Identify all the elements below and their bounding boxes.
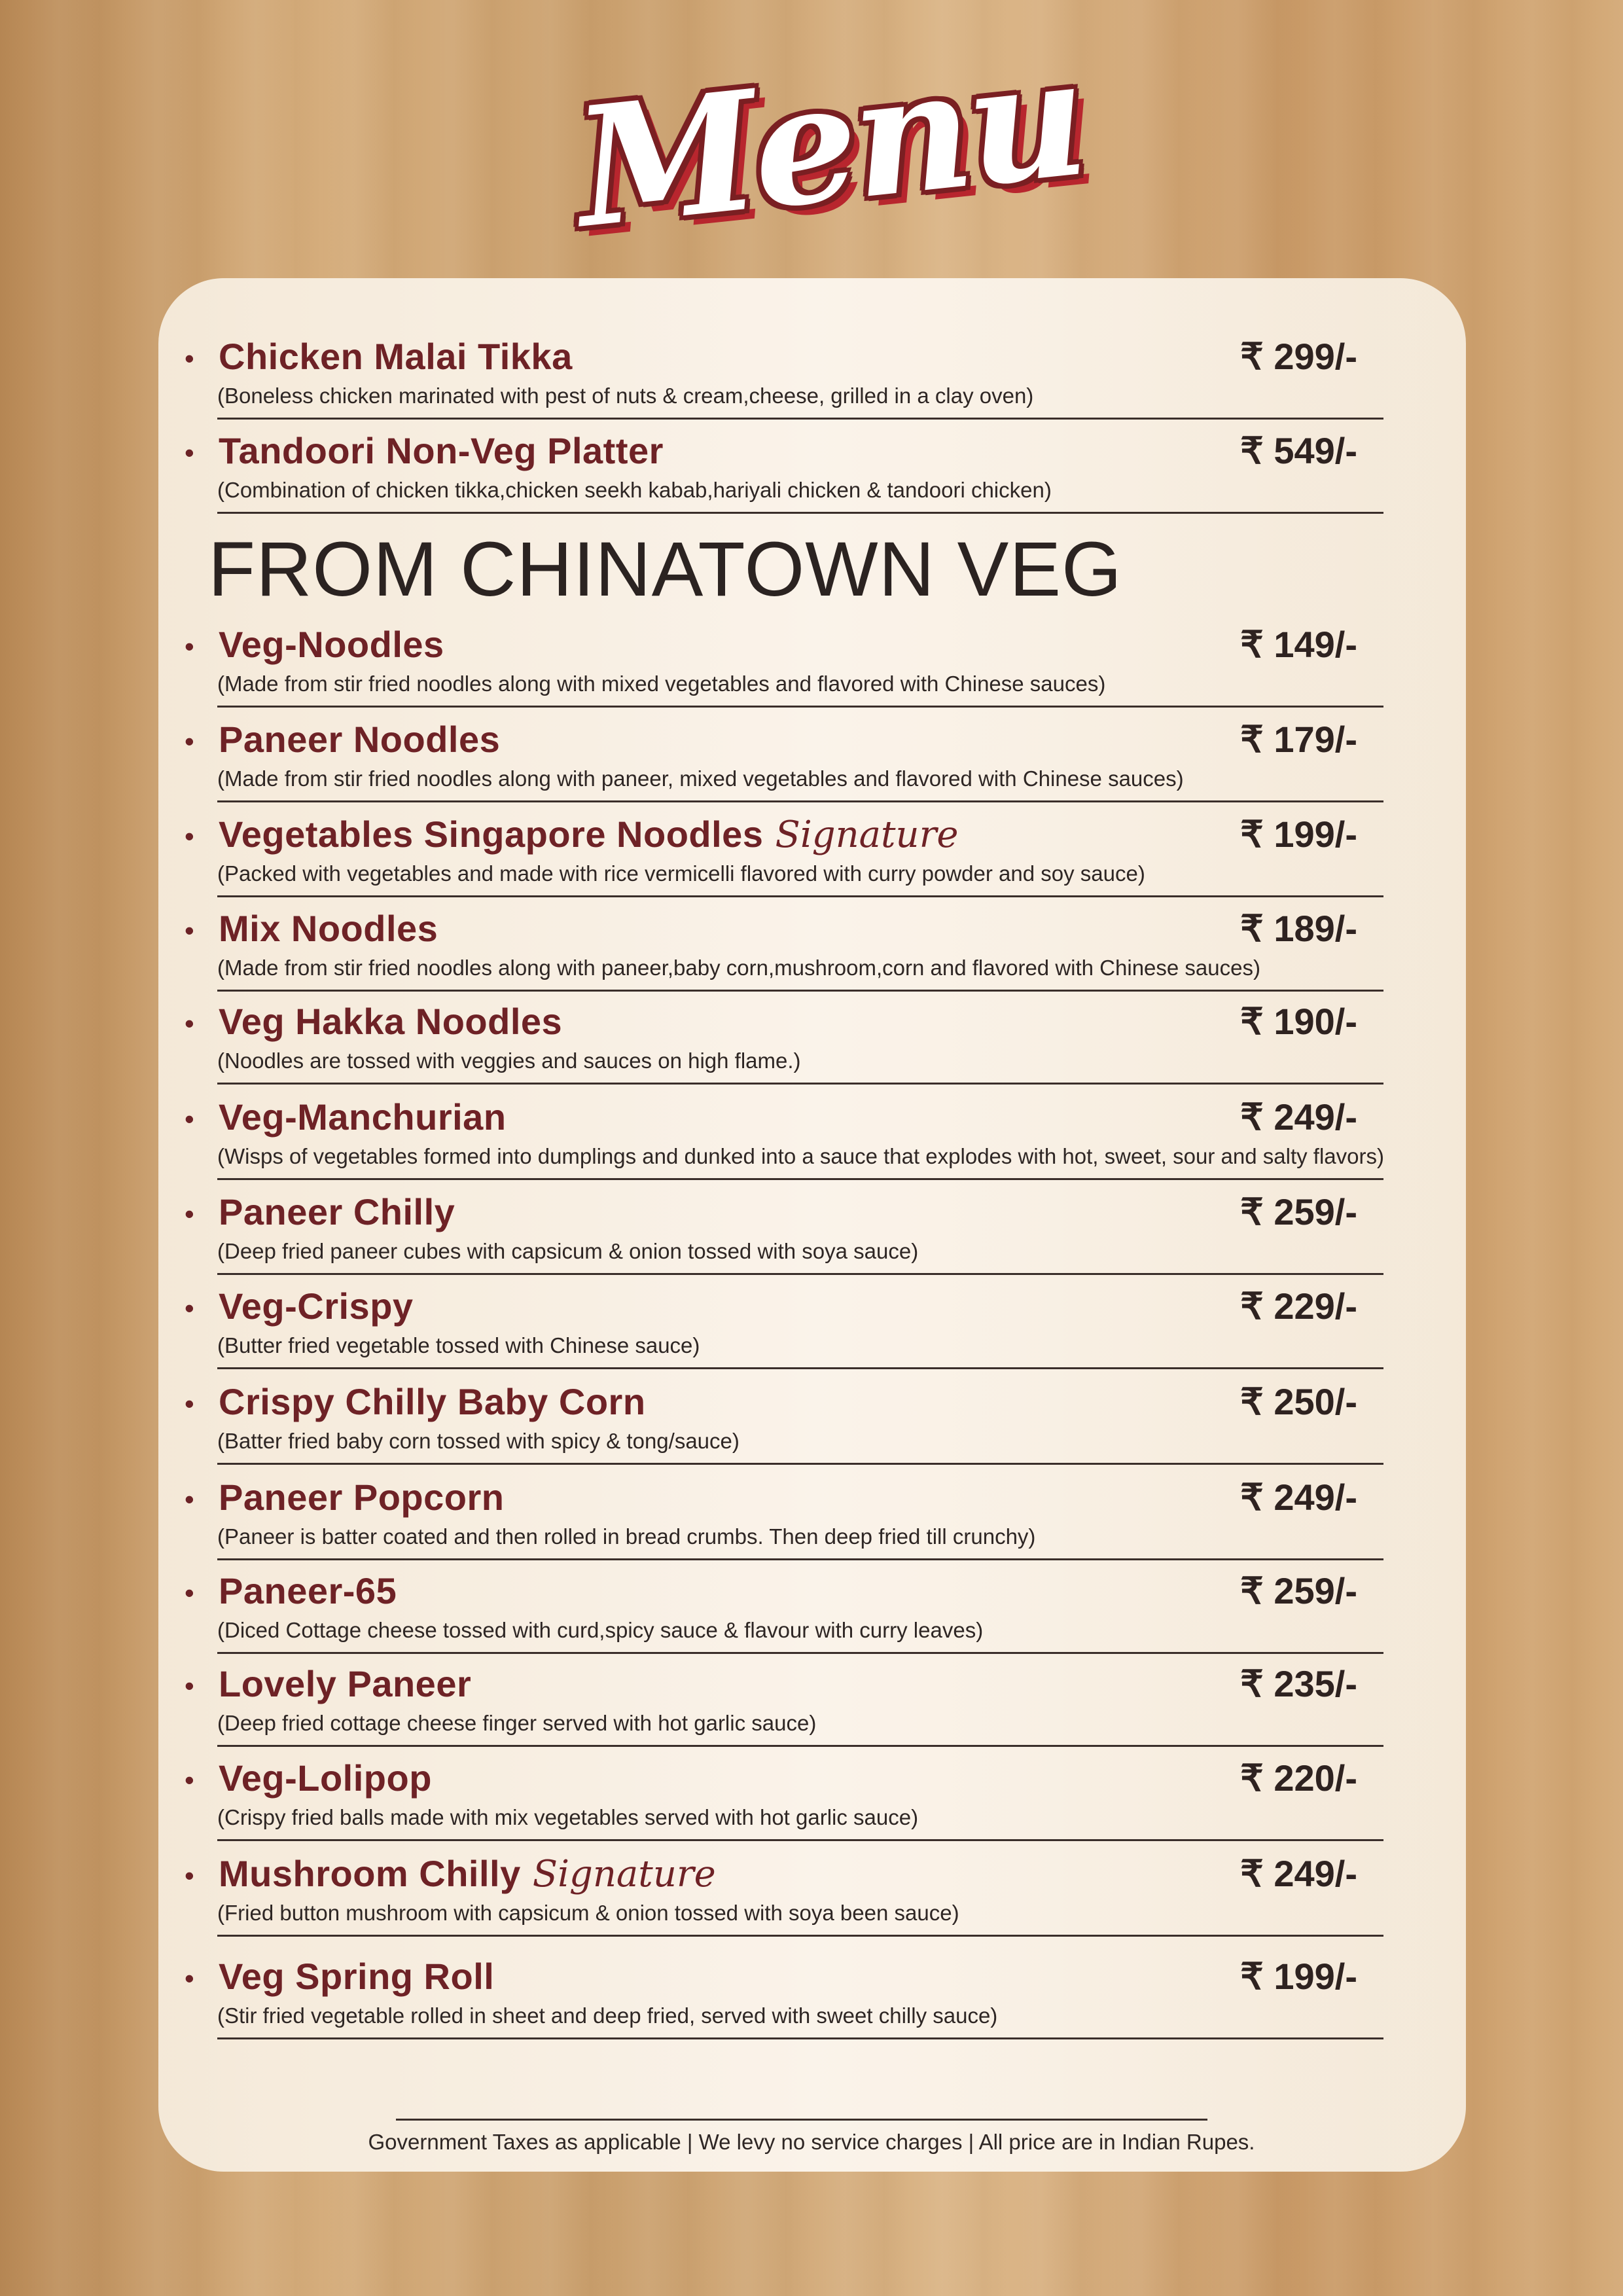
item-description: (Paneer is batter coated and then rolled in bread crumbs. Then deep fried till crunchy)	[217, 1524, 1036, 1549]
bullet: •	[185, 915, 194, 946]
footer-note: Government Taxes as applicable | We levy no service charges | All price are in Indian Rupes.	[368, 2130, 1255, 2154]
bullet: •	[185, 343, 194, 374]
signature-tag: Signature	[532, 1853, 716, 1895]
divider	[217, 895, 1383, 897]
divider	[217, 990, 1383, 992]
menu-item	[185, 425, 1383, 503]
menu-item	[185, 1471, 1383, 1550]
divider	[217, 512, 1383, 514]
bullet: •	[185, 1577, 194, 1608]
section-title: FROM CHINATOWN VEG	[208, 526, 1122, 613]
item-name: Veg-Manchurian	[219, 1096, 507, 1138]
item-description: (Diced Cottage cheese tossed with curd,spicy sauce & flavour with curry leaves)	[217, 1618, 984, 1642]
menu-item	[185, 1752, 1383, 1831]
menu-item	[185, 1186, 1383, 1265]
bullet: •	[185, 1293, 194, 1323]
bullet: •	[185, 726, 194, 757]
menu-item	[185, 1950, 1383, 2029]
item-price: ₹ 179/-	[1240, 719, 1357, 760]
divider	[217, 2037, 1383, 2039]
item-description: (Noodles are tossed with veggies and sauces on high flame.)	[217, 1049, 801, 1073]
item-name-text: Vegetables Singapore Noodles	[219, 814, 764, 855]
item-name: Paneer-65	[219, 1570, 397, 1611]
bullet: •	[185, 1670, 194, 1701]
signature-tag: Signature	[775, 814, 959, 856]
bullet: •	[185, 1008, 194, 1039]
item-price: ₹ 249/-	[1240, 1096, 1357, 1138]
menu-item	[185, 996, 1383, 1074]
item-name: Veg Spring Roll	[219, 1956, 495, 1997]
divider	[217, 1463, 1383, 1465]
bullet: •	[185, 1484, 194, 1515]
menu-item	[185, 331, 1383, 409]
bullet: •	[185, 821, 194, 852]
divider	[217, 800, 1383, 802]
item-price: ₹ 149/-	[1240, 624, 1357, 665]
bullet: •	[185, 631, 194, 662]
item-description: (Packed with vegetables and made with rice vermicelli flavored with curry powder and soy sauce)	[217, 861, 1145, 886]
item-name: Paneer Noodles	[219, 719, 501, 760]
item-price: ₹ 250/-	[1240, 1381, 1357, 1422]
item-price: ₹ 299/-	[1240, 336, 1357, 377]
menu-item	[185, 1658, 1383, 1736]
item-name: Paneer Popcorn	[219, 1477, 505, 1518]
item-price: ₹ 189/-	[1240, 908, 1357, 949]
menu-item	[185, 1848, 1383, 1926]
item-description: (Stir fried vegetable rolled in sheet and deep fried, served with sweet chilly sauce)	[217, 2003, 998, 2028]
divider	[217, 1652, 1383, 1654]
item-price: ₹ 199/-	[1240, 814, 1357, 855]
item-price: ₹ 549/-	[1240, 430, 1357, 471]
menu-logo-text: Menu	[567, 20, 1092, 264]
item-name: Mix Noodles	[219, 908, 438, 949]
item-description: (Butter fried vegetable tossed with Chinese sauce)	[217, 1333, 700, 1357]
menu-item	[185, 1091, 1383, 1170]
item-name: Tandoori Non-Veg Platter	[219, 430, 664, 471]
item-price: ₹ 199/-	[1240, 1956, 1357, 1997]
item-description: (Made from stir fried noodles along with paneer, mixed vegetables and flavored with Chinese sauces)	[217, 766, 1184, 791]
menu-item	[185, 808, 1383, 887]
bullet: •	[185, 1388, 194, 1419]
divider	[217, 418, 1383, 420]
item-description: (Boneless chicken marinated with pest of nuts & cream,cheese, grilled in a clay oven)	[217, 384, 1034, 408]
divider	[217, 1745, 1383, 1747]
menu-item	[185, 619, 1383, 697]
item-name: Veg Hakka Noodles	[219, 1001, 563, 1042]
divider	[217, 1367, 1383, 1369]
item-name	[219, 1848, 716, 1901]
item-description: (Combination of chicken tikka,chicken seekh kabab,hariyali chicken & tandoori chicken)	[217, 478, 1052, 502]
divider	[217, 706, 1383, 708]
divider	[217, 1273, 1383, 1275]
footer-divider	[396, 2119, 1207, 2121]
item-price: ₹ 249/-	[1240, 1853, 1357, 1894]
bullet: •	[185, 1198, 194, 1229]
item-price: ₹ 229/-	[1240, 1285, 1357, 1327]
item-price: ₹ 235/-	[1240, 1663, 1357, 1704]
item-price: ₹ 249/-	[1240, 1477, 1357, 1518]
menu-item	[185, 1565, 1383, 1643]
item-description: (Deep fried cottage cheese finger served with hot garlic sauce)	[217, 1711, 817, 1735]
item-price: ₹ 220/-	[1240, 1757, 1357, 1799]
item-description: (Wisps of vegetables formed into dumplings and dunked into a sauce that explodes with hot, sweet, sour and salty flavors)	[217, 1144, 1384, 1168]
bullet: •	[185, 1963, 194, 1994]
item-price: ₹ 259/-	[1240, 1570, 1357, 1611]
item-name: Veg-Crispy	[219, 1285, 414, 1327]
item-name: Chicken Malai Tikka	[219, 336, 573, 377]
divider	[217, 1935, 1383, 1937]
item-name: Lovely Paneer	[219, 1663, 472, 1704]
divider	[217, 1083, 1383, 1085]
item-price: ₹ 190/-	[1240, 1001, 1357, 1042]
item-name	[219, 808, 959, 861]
item-description: (Fried button mushroom with capsicum & onion tossed with soya been sauce)	[217, 1901, 959, 1925]
item-description: (Batter fried baby corn tossed with spicy & tong/sauce)	[217, 1429, 740, 1453]
bullet: •	[185, 437, 194, 468]
item-name: Crispy Chilly Baby Corn	[219, 1381, 646, 1422]
item-price: ₹ 259/-	[1240, 1191, 1357, 1232]
menu-item	[185, 903, 1383, 981]
item-description: (Made from stir fried noodles along with mixed vegetables and flavored with Chinese sauces)	[217, 672, 1106, 696]
bullet: •	[185, 1103, 194, 1134]
menu-item	[185, 1376, 1383, 1454]
item-description: (Deep fried paneer cubes with capsicum & onion tossed with soya sauce)	[217, 1239, 919, 1263]
divider	[217, 1178, 1383, 1180]
item-name-text: Mushroom Chilly	[219, 1853, 521, 1894]
item-name: Veg-Noodles	[219, 624, 444, 665]
item-description: (Crispy fried balls made with mix vegetables served with hot garlic sauce)	[217, 1805, 919, 1829]
bullet: •	[185, 1765, 194, 1795]
item-name: Veg-Lolipop	[219, 1757, 432, 1799]
menu-item	[185, 713, 1383, 792]
divider	[217, 1839, 1383, 1841]
bullet: •	[185, 1860, 194, 1891]
menu-item	[185, 1280, 1383, 1359]
menu-logo	[567, 20, 1092, 268]
item-name: Paneer Chilly	[219, 1191, 455, 1232]
divider	[217, 1558, 1383, 1560]
item-description: (Made from stir fried noodles along with paneer,baby corn,mushroom,corn and flavored with Chinese sauces)	[217, 956, 1260, 980]
